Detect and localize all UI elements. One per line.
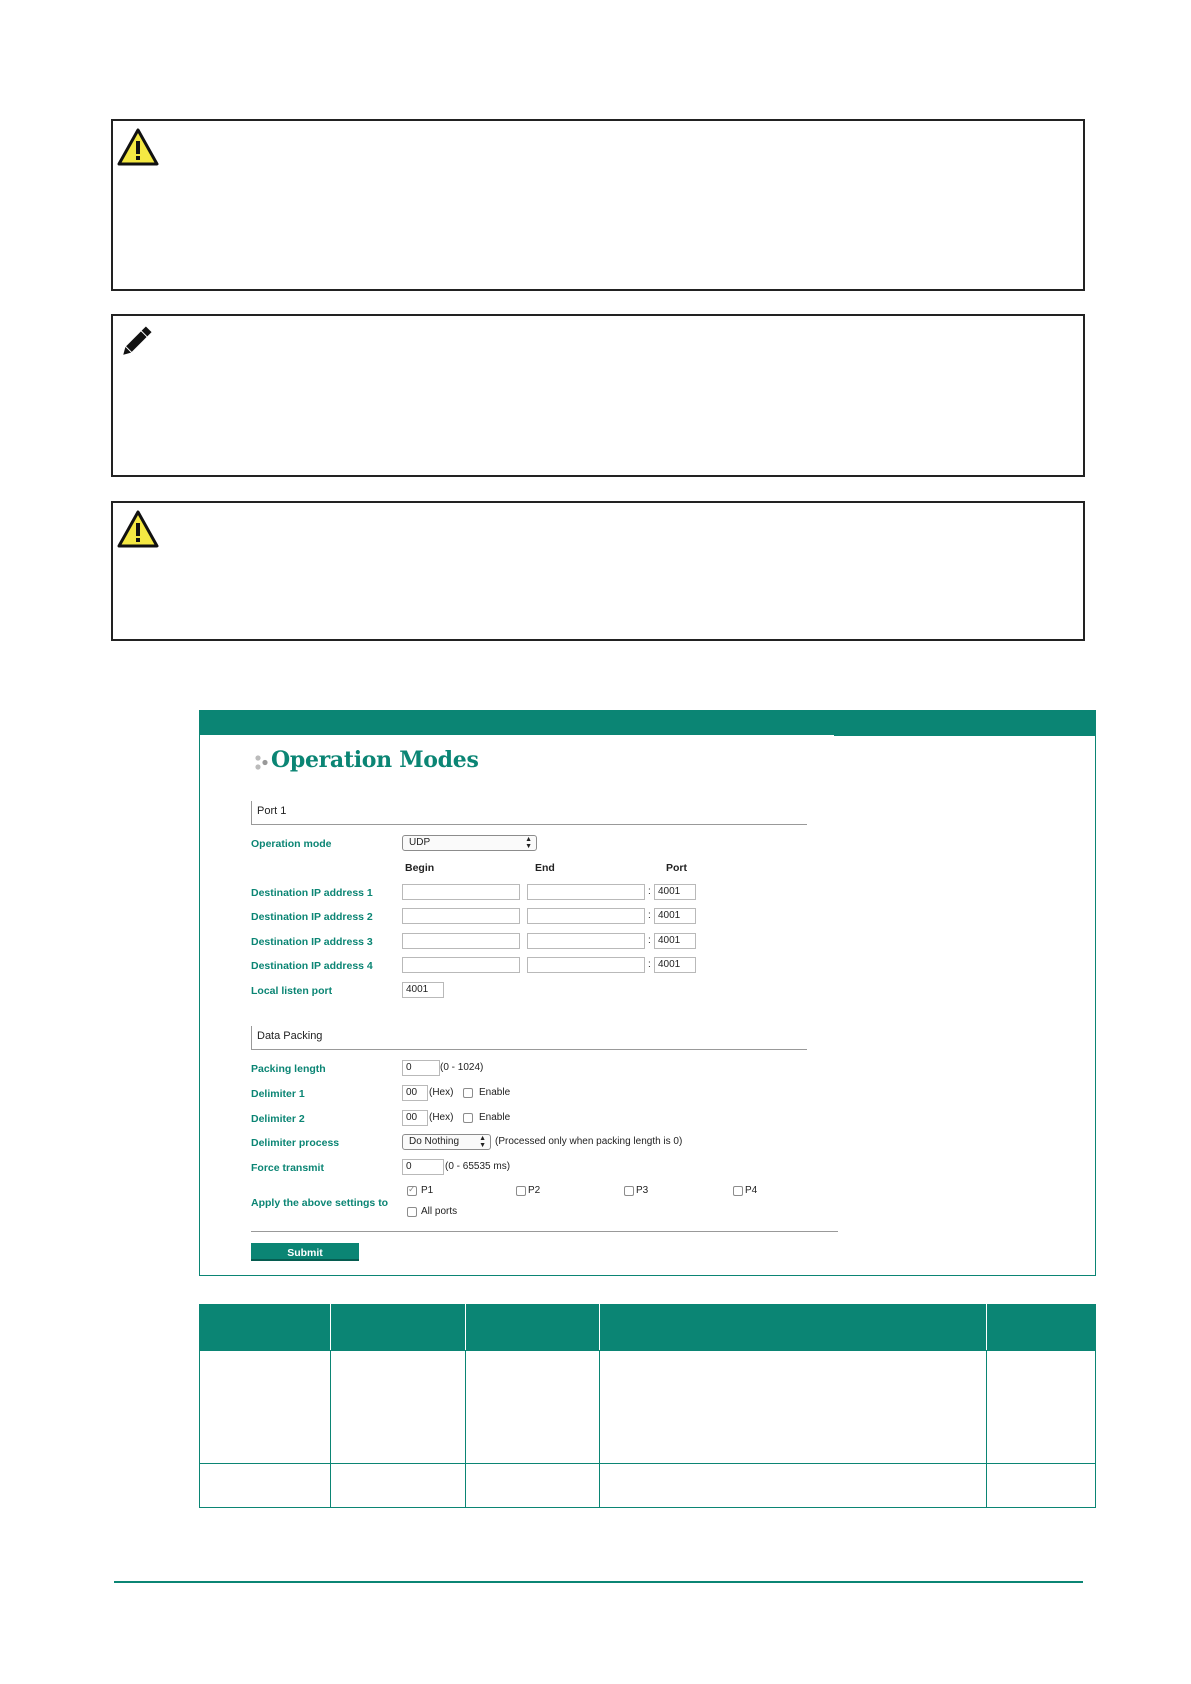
port-p2-checkbox[interactable]	[516, 1186, 526, 1196]
packing-length-label: Packing length	[251, 1063, 326, 1075]
submit-button[interactable]: Submit	[251, 1243, 359, 1261]
column-header-port: Port	[666, 862, 687, 874]
table-row	[200, 1351, 1096, 1464]
destination-ip-2-begin-input[interactable]	[402, 908, 520, 924]
form-divider	[251, 1231, 838, 1232]
panel-top-bar	[200, 711, 1095, 736]
destination-ip-1-port-input[interactable]: 4001	[654, 884, 696, 900]
delimiter-1-label: Delimiter 1	[251, 1088, 305, 1100]
port-separator: :	[648, 886, 651, 897]
destination-ip-1-label: Destination IP address 1	[251, 887, 373, 899]
warning-icon	[116, 509, 160, 554]
port-separator: :	[648, 935, 651, 946]
operation-mode-value: UDP	[409, 837, 431, 848]
select-arrows-icon: ▲ ▼	[525, 836, 532, 850]
port-section-header	[251, 801, 807, 825]
destination-ip-3-label: Destination IP address 3	[251, 936, 373, 948]
destination-ip-3-port-input[interactable]: 4001	[654, 933, 696, 949]
delimiter-2-enable-checkbox[interactable]	[463, 1113, 473, 1123]
destination-ip-4-begin-input[interactable]	[402, 957, 520, 973]
delimiter-2-input[interactable]: 00	[402, 1110, 428, 1126]
delimiter-process-value: Do Nothing	[409, 1136, 460, 1147]
destination-ip-1-end-input[interactable]	[527, 884, 645, 900]
destination-ip-4-end-input[interactable]	[527, 957, 645, 973]
column-header-begin: Begin	[405, 862, 435, 874]
table-cell	[599, 1464, 987, 1508]
force-transmit-range: (0 - 65535 ms)	[445, 1161, 511, 1172]
data-packing-section-label: Data Packing	[257, 1030, 323, 1042]
destination-ip-1-begin-input[interactable]	[402, 884, 520, 900]
table-cell	[330, 1464, 465, 1508]
port-separator: :	[648, 959, 651, 970]
destination-ip-3-end-input[interactable]	[527, 933, 645, 949]
port-section-label: Port 1	[257, 805, 287, 817]
table-cell	[987, 1464, 1096, 1508]
delimiter-1-enable-checkbox[interactable]	[463, 1088, 473, 1098]
port-p1-checkbox[interactable]	[407, 1186, 417, 1196]
warning-notice-box	[111, 119, 1085, 291]
destination-ip-3-begin-input[interactable]	[402, 933, 520, 949]
destination-ip-2-end-input[interactable]	[527, 908, 645, 924]
settings-table	[199, 1304, 1096, 1508]
title-dots-icon	[254, 755, 270, 771]
table-header-cell	[330, 1305, 465, 1351]
table-row	[200, 1464, 1096, 1508]
destination-ip-4-port-input[interactable]: 4001	[654, 957, 696, 973]
operation-mode-select[interactable]	[402, 835, 537, 851]
table-cell	[987, 1351, 1096, 1464]
port-p4-checkbox[interactable]	[733, 1186, 743, 1196]
warning-icon	[116, 127, 160, 172]
panel-top-bar-edge	[200, 735, 834, 738]
delimiter-2-enable-label: Enable	[479, 1112, 511, 1123]
table-header-cell	[200, 1305, 331, 1351]
port-separator: :	[648, 910, 651, 921]
table-cell	[200, 1351, 331, 1464]
delimiter-1-hex-label: (Hex)	[429, 1087, 454, 1098]
note-notice-box	[111, 314, 1085, 477]
all-ports-checkbox[interactable]	[407, 1207, 417, 1217]
footer-divider	[114, 1581, 1083, 1583]
delimiter-1-enable-label: Enable	[479, 1087, 511, 1098]
delimiter-2-label: Delimiter 2	[251, 1113, 305, 1125]
table-header-row	[200, 1305, 1096, 1351]
port-p3-checkbox[interactable]	[624, 1186, 634, 1196]
packing-length-input[interactable]: 0	[402, 1060, 440, 1076]
delimiter-2-hex-label: (Hex)	[429, 1112, 454, 1123]
local-listen-port-input[interactable]: 4001	[402, 982, 444, 998]
warning-notice-box	[111, 501, 1085, 641]
port-p4-label: P4	[745, 1185, 758, 1196]
destination-ip-4-label: Destination IP address 4	[251, 960, 373, 972]
port-p2-label: P2	[528, 1185, 541, 1196]
local-listen-port-label: Local listen port	[251, 985, 333, 997]
table-cell	[465, 1464, 599, 1508]
delimiter-process-label: Delimiter process	[251, 1137, 340, 1149]
column-header-end: End	[535, 862, 555, 874]
table-header-cell	[599, 1305, 987, 1351]
table-header-cell	[465, 1305, 599, 1351]
destination-ip-2-port-input[interactable]: 4001	[654, 908, 696, 924]
apply-settings-label: Apply the above settings to	[251, 1197, 389, 1209]
destination-ip-2-label: Destination IP address 2	[251, 911, 373, 923]
all-ports-label: All ports	[421, 1206, 458, 1217]
table-header-cell	[987, 1305, 1096, 1351]
select-arrows-icon: ▲ ▼	[479, 1135, 486, 1149]
operation-mode-label: Operation mode	[251, 838, 332, 850]
table-cell	[200, 1464, 331, 1508]
operation-modes-panel	[199, 710, 1096, 1276]
force-transmit-label: Force transmit	[251, 1162, 324, 1174]
delimiter-process-note: (Processed only when packing length is 0)	[495, 1136, 683, 1147]
table-cell	[599, 1351, 987, 1464]
page-title: Operation Modes	[271, 747, 479, 773]
delimiter-process-select[interactable]	[402, 1134, 491, 1150]
pencil-icon	[116, 322, 156, 367]
port-p3-label: P3	[636, 1185, 649, 1196]
data-packing-section-header	[251, 1026, 807, 1050]
table-cell	[330, 1351, 465, 1464]
packing-length-range: (0 - 1024)	[440, 1062, 484, 1073]
port-p1-label: P1	[421, 1185, 434, 1196]
delimiter-1-input[interactable]: 00	[402, 1085, 428, 1101]
force-transmit-input[interactable]: 0	[402, 1159, 444, 1175]
table-cell	[465, 1351, 599, 1464]
